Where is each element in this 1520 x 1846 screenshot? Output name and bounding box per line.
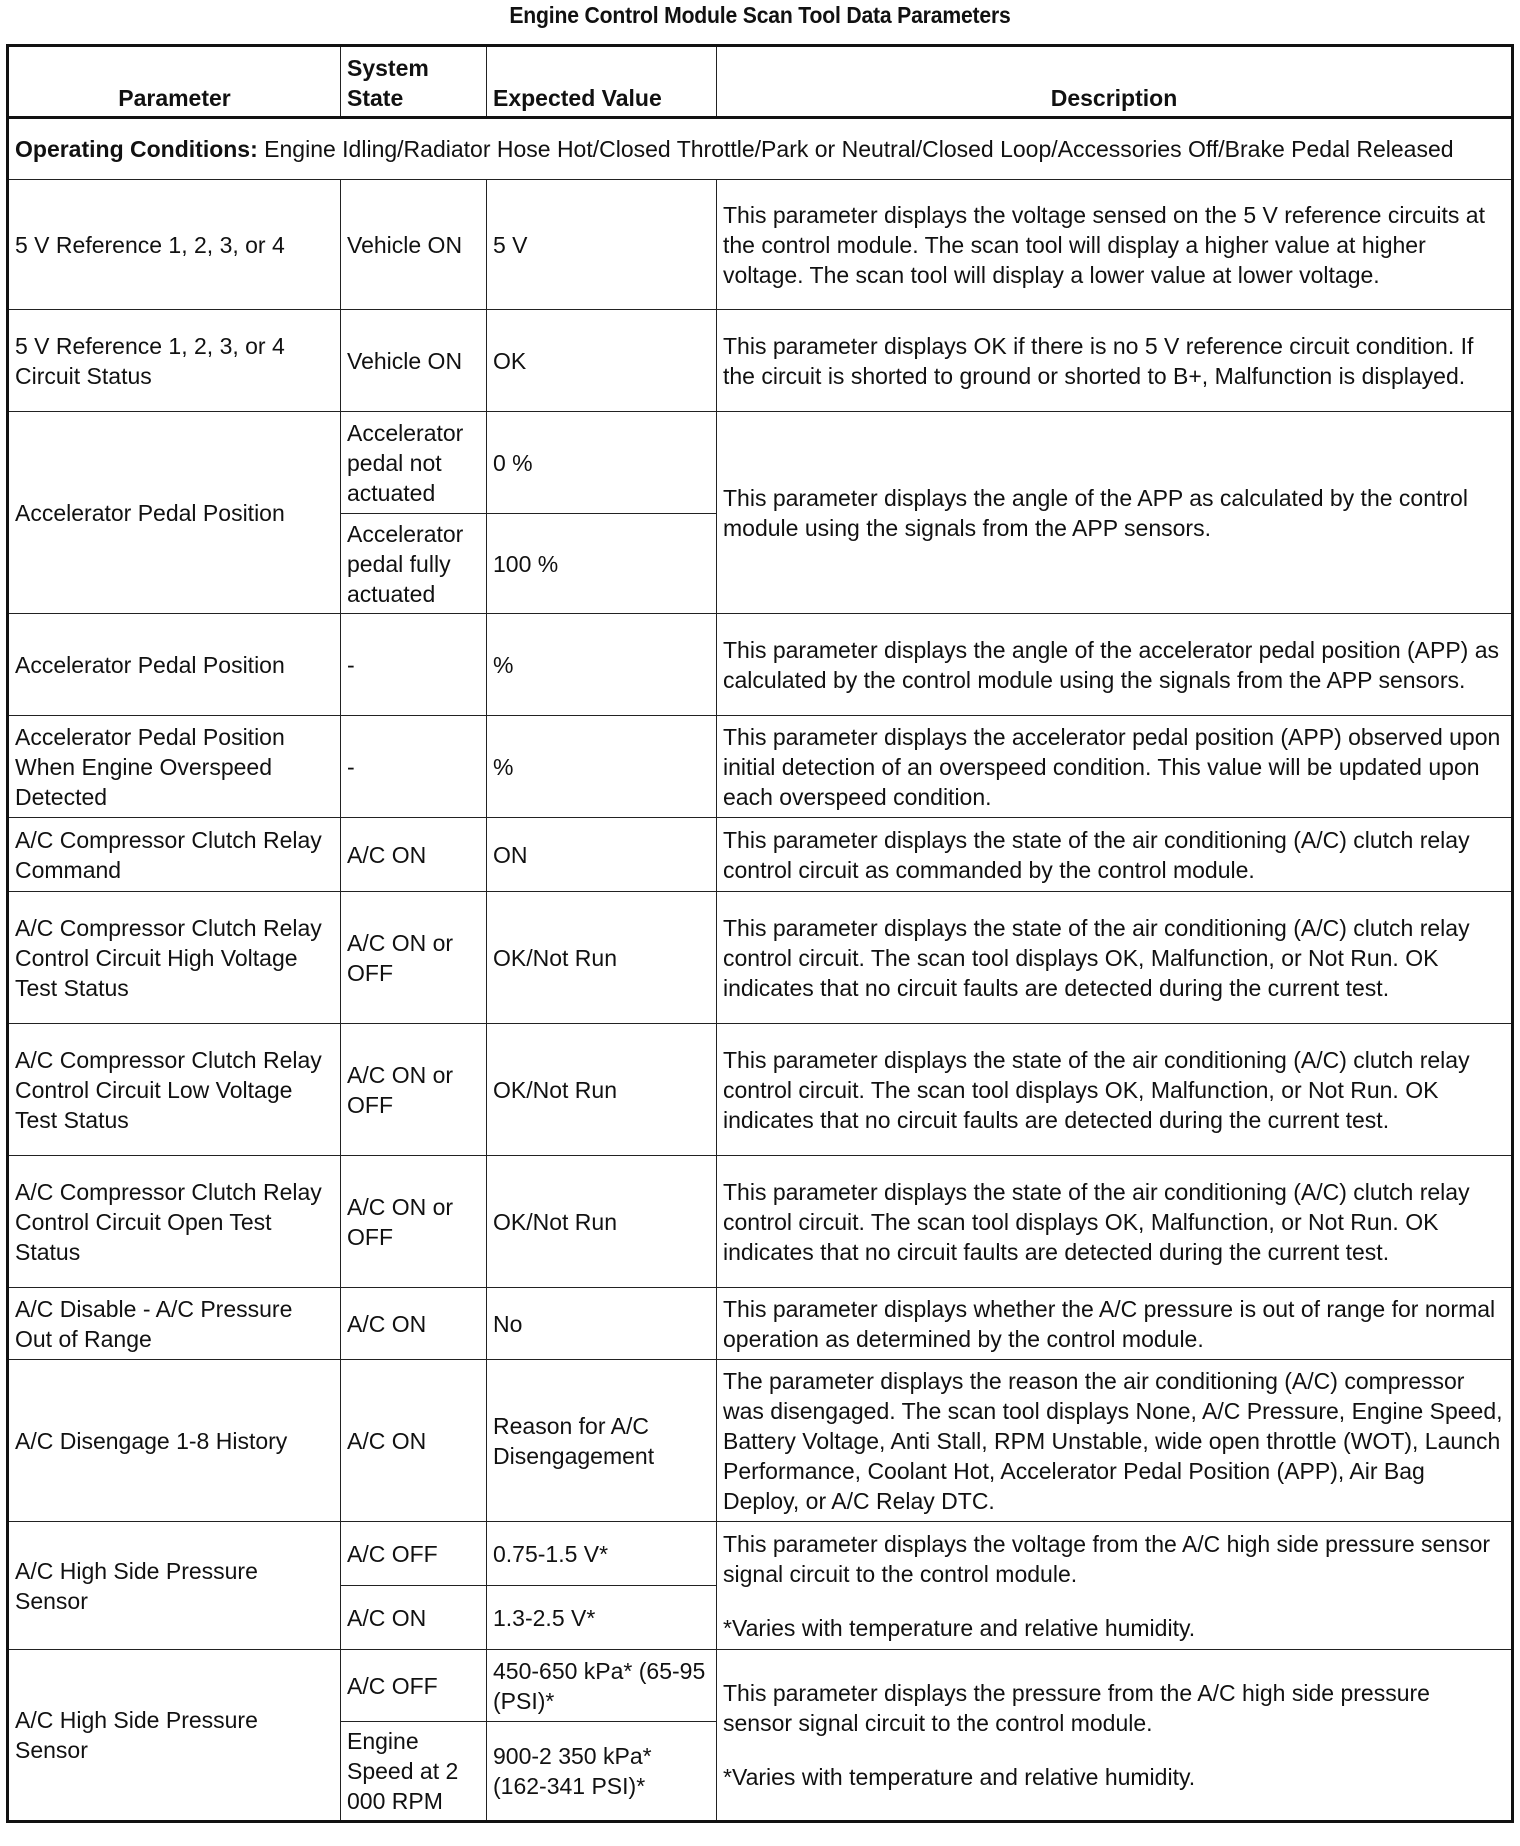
description-cell: This parameter displays OK if there is no 5 V reference circuit condition. If the circuit is shorted to ground or shorted to B+, Malfunction is displayed. bbox=[717, 310, 1513, 412]
description-cell: This parameter displays the accelerator pedal position (APP) observed upon initial detection of an overspeed condition. This value will be updated upon each overspeed condition. bbox=[717, 716, 1513, 818]
system-state-cell: A/C ON bbox=[341, 1360, 487, 1522]
expected-value-cell: 450-650 kPa* (65-95 (PSI)* bbox=[487, 1650, 717, 1722]
description-cell: This parameter displays the state of the air conditioning (A/C) clutch relay control circuit. The scan tool displays OK, Malfunction, or Not Run. OK indicates that no circuit faults are detected during the current test. bbox=[717, 1024, 1513, 1156]
description-cell: This parameter displays the voltage sensed on the 5 V reference circuits at the control module. The scan tool will display a higher value at higher voltage. The scan tool will display a lower value at lower voltage. bbox=[717, 180, 1513, 310]
description-cell: This parameter displays the angle of the APP as calculated by the control module using the signals from the APP sensors. bbox=[717, 412, 1513, 614]
table-row bbox=[8, 1360, 1513, 1522]
system-state-cell: A/C OFF bbox=[341, 1522, 487, 1586]
parameter-cell: A/C Disable - A/C Pressure Out of Range bbox=[8, 1288, 341, 1360]
description-text: This parameter displays the voltage from the A/C high side pressure sensor signal circuit to the control module. bbox=[723, 1530, 1491, 1587]
parameter-cell: Accelerator Pedal Position When Engine Overspeed Detected bbox=[8, 716, 341, 818]
parameter-cell: 5 V Reference 1, 2, 3, or 4 Circuit Status bbox=[8, 310, 341, 412]
parameter-cell: A/C High Side Pressure Sensor bbox=[8, 1522, 341, 1650]
operating-conditions-text: Engine Idling/Radiator Hose Hot/Closed Throttle/Park or Neutral/Closed Loop/Accessories Off/Brake Pedal Released bbox=[257, 136, 1454, 162]
table-row bbox=[8, 1650, 1513, 1722]
header-system-state: System State bbox=[341, 46, 487, 118]
system-state-cell: A/C ON bbox=[341, 1288, 487, 1360]
table-row bbox=[8, 310, 1513, 412]
system-state-cell: Vehicle ON bbox=[341, 180, 487, 310]
description-note: *Varies with temperature and relative humidity. bbox=[723, 1614, 1196, 1641]
system-state-cell: A/C ON or OFF bbox=[341, 1156, 487, 1288]
expected-value-cell: 1.3-2.5 V* bbox=[487, 1586, 717, 1650]
system-state-cell: A/C OFF bbox=[341, 1650, 487, 1722]
description-cell bbox=[717, 1522, 1513, 1650]
operating-conditions-label: Operating Conditions: bbox=[15, 136, 258, 162]
description-cell: This parameter displays the state of the air conditioning (A/C) clutch relay control circuit. The scan tool displays OK, Malfunction, or Not Run. OK indicates that no circuit faults are detected during the current test. bbox=[717, 1156, 1513, 1288]
description-cell: This parameter displays the angle of the accelerator pedal position (APP) as calculated by the control module using the signals from the APP sensors. bbox=[717, 614, 1513, 716]
parameter-cell: A/C Compressor Clutch Relay Control Circuit Open Test Status bbox=[8, 1156, 341, 1288]
expected-value-cell: 5 V bbox=[487, 180, 717, 310]
expected-value-cell: OK/Not Run bbox=[487, 892, 717, 1024]
parameter-cell: Accelerator Pedal Position bbox=[8, 614, 341, 716]
table-row bbox=[8, 716, 1513, 818]
header-description: Description bbox=[717, 46, 1513, 118]
expected-value-cell: OK/Not Run bbox=[487, 1156, 717, 1288]
expected-value-cell: % bbox=[487, 614, 717, 716]
table-row bbox=[8, 892, 1513, 1024]
table-row bbox=[8, 1156, 1513, 1288]
table-row bbox=[8, 1522, 1513, 1586]
parameter-cell: Accelerator Pedal Position bbox=[8, 412, 341, 614]
description-cell: The parameter displays the reason the air conditioning (A/C) compressor was disengaged. The scan tool displays None, A/C Pressure, Engine Speed, Battery Voltage, Anti Stall, RPM Unstable, wide open throttle (WOT), Launch Performance, Coolant Hot, Accelerator Pedal Position (APP), Air Bag Deploy, or A/C Relay DTC. bbox=[717, 1360, 1513, 1522]
description-cell: This parameter displays whether the A/C pressure is out of range for normal operation as determined by the control module. bbox=[717, 1288, 1513, 1360]
table-row bbox=[8, 818, 1513, 892]
description-text: This parameter displays the pressure from the A/C high side pressure sensor signal circuit to the control module. bbox=[723, 1680, 1430, 1736]
expected-value-cell: OK bbox=[487, 310, 717, 412]
table-row bbox=[8, 1024, 1513, 1156]
system-state-cell: A/C ON or OFF bbox=[341, 1024, 487, 1156]
parameter-cell: 5 V Reference 1, 2, 3, or 4 bbox=[8, 180, 341, 310]
system-state-cell: A/C ON bbox=[341, 818, 487, 892]
table-row bbox=[8, 614, 1513, 716]
document-title: Engine Control Module Scan Tool Data Parameters bbox=[509, 2, 1011, 28]
parameter-cell: A/C Disengage 1-8 History bbox=[8, 1360, 341, 1522]
parameter-cell: A/C Compressor Clutch Relay Command bbox=[8, 818, 341, 892]
description-cell: This parameter displays the state of the air conditioning (A/C) clutch relay control circuit. The scan tool displays OK, Malfunction, or Not Run. OK indicates that no circuit faults are detected during the current test. bbox=[717, 892, 1513, 1024]
description-note: *Varies with temperature and relative humidity. bbox=[723, 1764, 1196, 1790]
parameter-cell: A/C Compressor Clutch Relay Control Circuit High Voltage Test Status bbox=[8, 892, 341, 1024]
operating-conditions-row bbox=[8, 118, 1513, 180]
system-state-cell: - bbox=[341, 614, 487, 716]
parameter-cell: A/C Compressor Clutch Relay Control Circuit Low Voltage Test Status bbox=[8, 1024, 341, 1156]
expected-value-cell: 0 % bbox=[487, 412, 717, 514]
system-state-cell: Engine Speed at 2 000 RPM bbox=[341, 1722, 487, 1822]
system-state-cell: Accelerator pedal not actuated bbox=[341, 412, 487, 514]
operating-conditions bbox=[8, 118, 1513, 180]
expected-value-cell: No bbox=[487, 1288, 717, 1360]
system-state-cell: Accelerator pedal fully actuated bbox=[341, 514, 487, 614]
description-cell: This parameter displays the state of the air conditioning (A/C) clutch relay control circuit as commanded by the control module. bbox=[717, 818, 1513, 892]
expected-value-cell: 0.75-1.5 V* bbox=[487, 1522, 717, 1586]
expected-value-cell: ON bbox=[487, 818, 717, 892]
expected-value-cell: % bbox=[487, 716, 717, 818]
system-state-cell: - bbox=[341, 716, 487, 818]
table-row bbox=[8, 1288, 1513, 1360]
table-row bbox=[8, 412, 1513, 514]
header-parameter: Parameter bbox=[8, 46, 341, 118]
parameter-cell: A/C High Side Pressure Sensor bbox=[8, 1650, 341, 1822]
expected-value-cell: 100 % bbox=[487, 514, 717, 614]
expected-value-cell: 900-2 350 kPa* (162-341 PSI)* bbox=[487, 1722, 717, 1822]
system-state-cell: A/C ON or OFF bbox=[341, 892, 487, 1024]
scan-tool-data-table bbox=[6, 44, 1514, 1823]
system-state-cell: A/C ON bbox=[341, 1586, 487, 1650]
description-cell bbox=[717, 1650, 1513, 1822]
expected-value-cell: OK/Not Run bbox=[487, 1024, 717, 1156]
header-expected-value: Expected Value bbox=[487, 46, 717, 118]
table-row bbox=[8, 180, 1513, 310]
system-state-cell: Vehicle ON bbox=[341, 310, 487, 412]
expected-value-cell: Reason for A/C Disengagement bbox=[487, 1360, 717, 1522]
header-row bbox=[8, 46, 1513, 118]
